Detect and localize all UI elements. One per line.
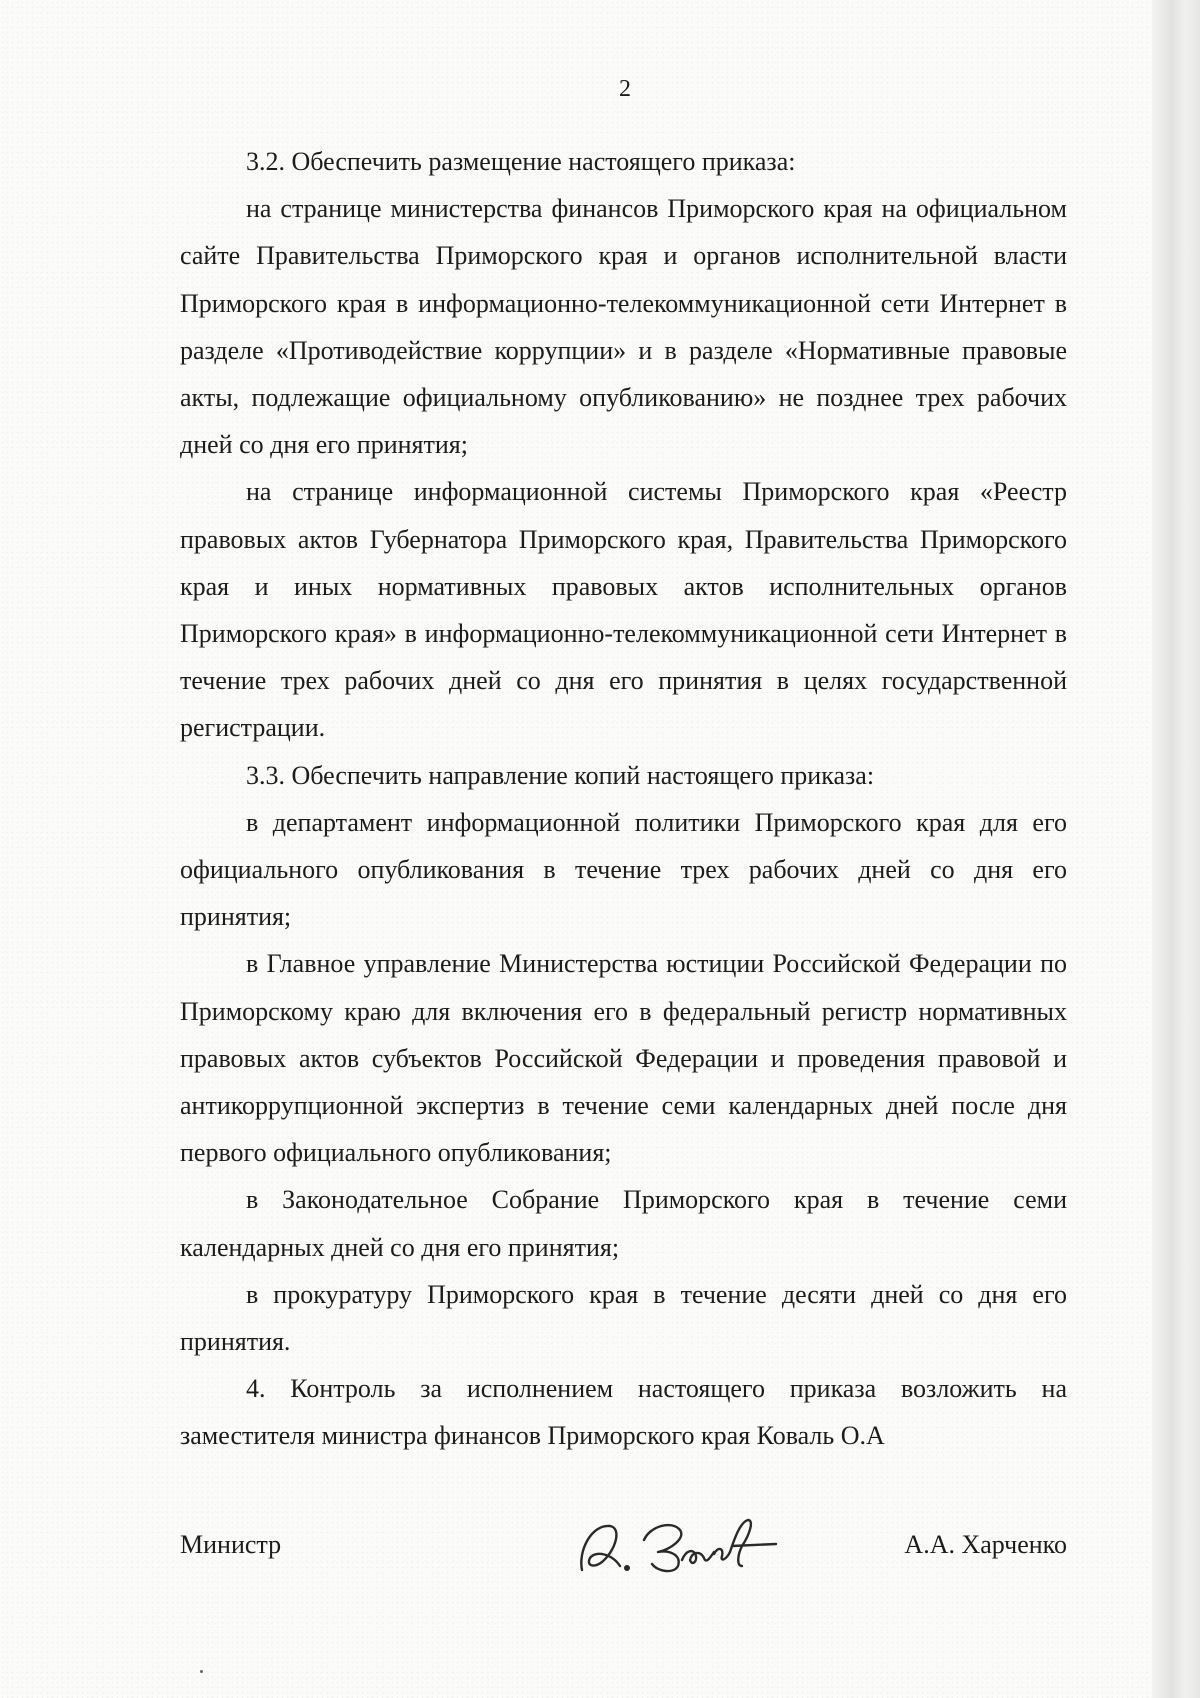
handwritten-signature-icon [572, 1510, 782, 1578]
paragraph-info-policy-department: в департамент информационной политики Приморского края для его официального опубликования в течение трех рабочих дней со дня его принятия; [180, 807, 1067, 932]
document-body [180, 138, 1067, 1460]
paragraph-justice-ministry: в Главное управление Министерства юстиции Российской Федерации по Приморскому краю для включения его в федеральный регистр нормативных правовых актов субъектов Российской Федерации и проведения правовой и антикоррупционной экспертиз в течение семи календарных дней после дня первого официального опубликования; [180, 949, 1067, 1168]
paragraph-placement-registry: на странице информационной системы Приморского края «Реестр правовых актов Губернатора Приморского края, Правительства Приморского края и иных нормативных правовых актов исполнительных органов Приморского края» в информационно-телекоммуникационной сети Интернет в течение трех рабочих дней со дня его принятия в целях государственной регистрации. [180, 477, 1067, 743]
signatory-title: Министр [180, 1530, 282, 1559]
signature-block [180, 1510, 1067, 1580]
paragraph-placement-ministry-site: на странице министерства финансов Приморского края на официальном сайте Правительства Приморского края и органов исполнительной власти Приморского края в информационно-телекоммуникационной сети Интернет в разделе «Противодействие коррупции» и в разделе «Нормативные правовые акты, подлежащие официальному опубликованию» не позднее трех рабочих дней со дня его принятия; [180, 194, 1067, 460]
paragraph-prosecutor: в прокуратуру Приморского края в течение десяти дней со дня его принятия. [180, 1279, 1067, 1357]
signatory-name: А.А. Харченко [904, 1530, 1067, 1559]
scan-speck [200, 1670, 203, 1673]
paragraph-3-3: 3.3. Обеспечить направление копий настоящего приказа: [246, 760, 875, 790]
scan-edge [1152, 0, 1200, 1698]
page-number: 2 [619, 76, 631, 102]
paragraph-3-2: 3.2. Обеспечить размещение настоящего приказа: [246, 147, 796, 176]
paragraph-legislative-assembly: в Законодательное Собрание Приморского края в течение семи календарных дней со дня его принятия; [180, 1185, 1067, 1262]
paragraph-4-control: 4. Контроль за исполнением настоящего приказа возложить на заместителя министра финансов Приморского края Коваль О.А [180, 1374, 1067, 1451]
